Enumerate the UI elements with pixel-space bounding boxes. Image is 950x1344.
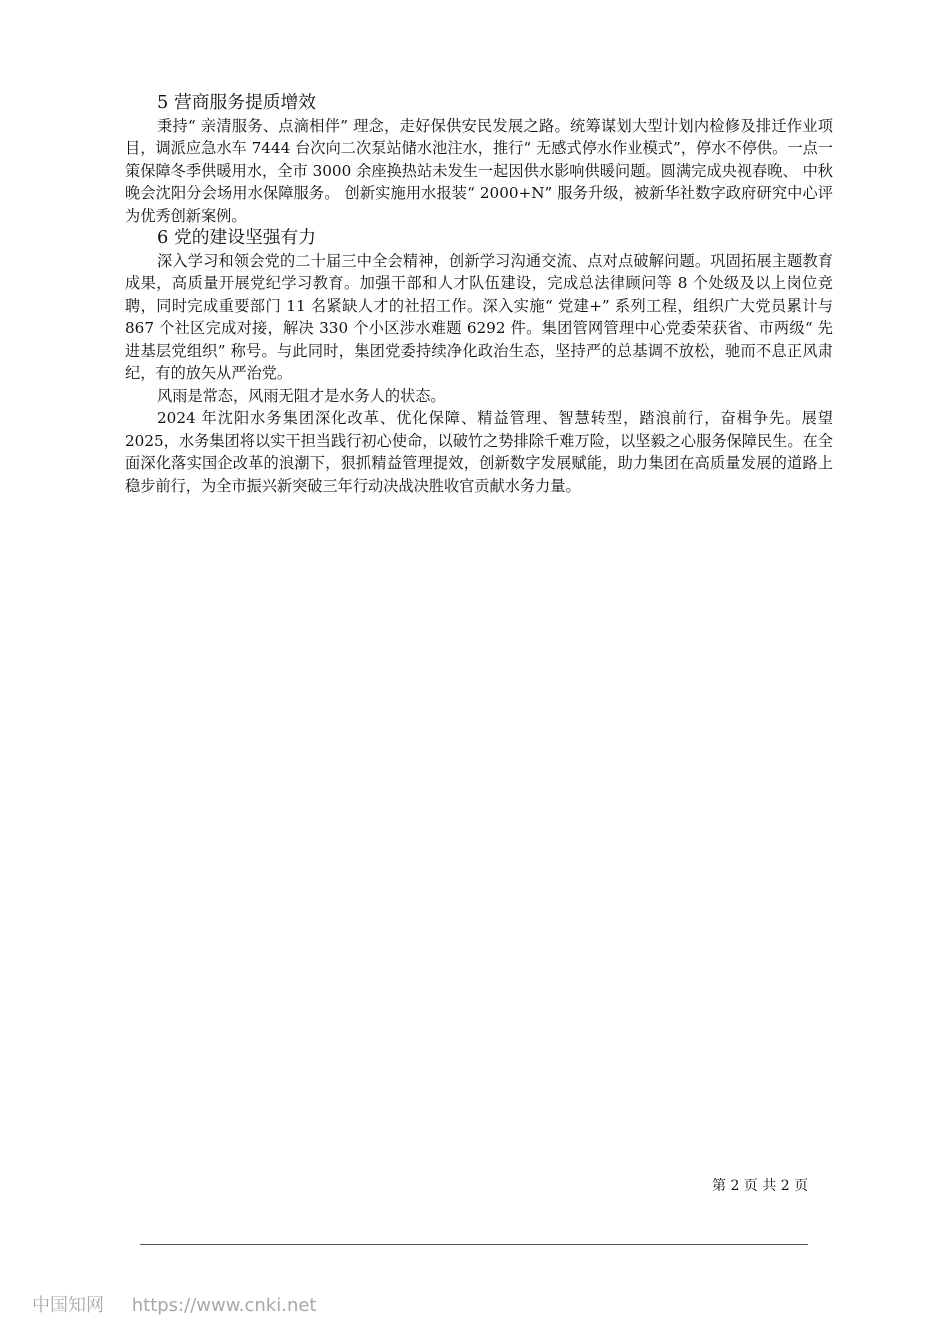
paragraph: 2024 年沈阳水务集团深化改革、优化保障、精益管理、智慧转型，踏浪前行，奋楫争先。展望 2025，水务集团将以实干担当践行初心使命，以破竹之势排除千难万险，以坚毅之心服务保障民生。在全面深化落实国企改革的浪潮下，狠抓精益管理提效，创新数字发展赋能，助力集团在高质量发展的道路上稳步前行，为全市振兴新突破三年行动决战决胜收官贡献水务力量。 (125, 409, 833, 495)
section-heading: 5 营商服务提质增效 (157, 92, 317, 113)
cnki-url: https://www.cnki.net (131, 1295, 317, 1316)
footer-divider (140, 1244, 808, 1245)
section-party-building (125, 227, 833, 497)
page-number: 第 2 页 共 2 页 (712, 1178, 809, 1194)
document-body (125, 92, 833, 497)
paragraph: 秉持“ 亲清服务、点滴相伴” 理念，走好保供安民发展之路。统筹谋划大型计划内检修及排迁作业项目，调派应急水车 7444 台次向二次泵站储水池注水，推行“ 无感式停水作业模式”，停水不停供。一点一策保障冬季供暖用水，全市 3000 余座换热站未发生一起因供水影响供暖问题。圆满完成央视春晚、 中秋晚会沈阳分会场用水保障服务。 创新实施用水报装“ 2000+N” 服务升级，被新华社数字政府研究中心评为优秀创新案例。 (125, 116, 833, 225)
cnki-watermark (32, 1294, 316, 1318)
section-business-service (125, 92, 833, 227)
section-heading: 6 党的建设坚强有力 (157, 227, 317, 248)
cnki-logo-text: 中国知网 (32, 1295, 104, 1316)
paragraph: 深入学习和领会党的二十届三中全会精神，创新学习沟通交流、点对点破解问题。巩固拓展主题教育成果，高质量开展党纪学习教育。加强干部和人才队伍建设，完成总法律顾问等 8 个处级及以上岗位竞聘，同时完成重要部门 11 名紧缺人才的社招工作。深入实施“ 党建+” 系列工程，组织广大党员累计与 867 个社区完成对接，解决 330 个小区涉水难题 6292 件。集团管网管理中心党委荣获省、市两级“ 先进基层党组织” 称号。与此同时，集团党委持续净化政治生态，坚持严的总基调不放松，驰而不息正风肃纪，有的放矢从严治党。 (125, 251, 833, 382)
paragraph: 风雨是常态，风雨无阻才是水务人的状态。 (157, 386, 446, 405)
